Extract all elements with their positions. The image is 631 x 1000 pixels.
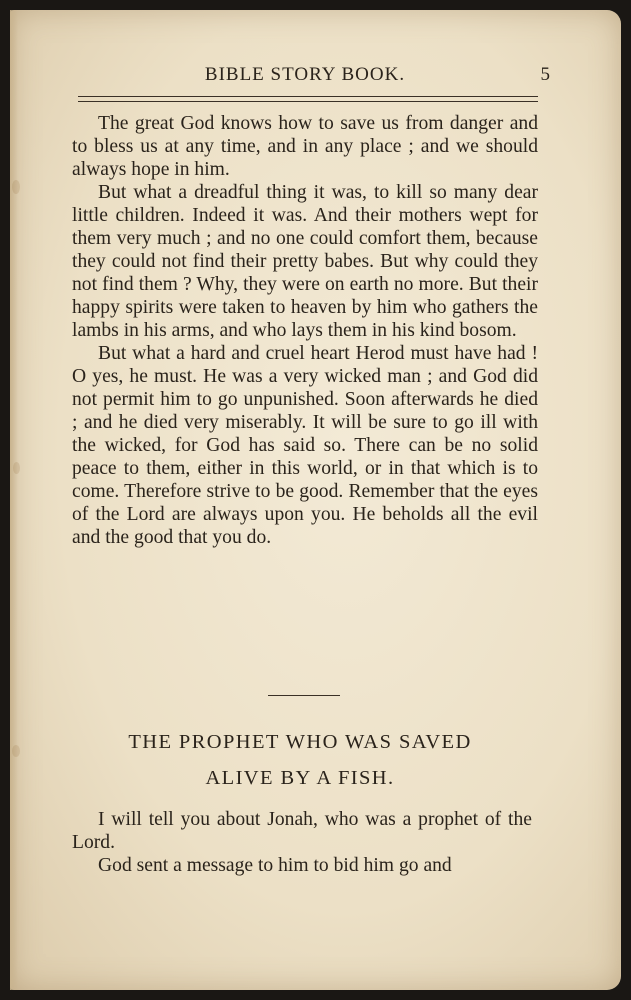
chapter-title xyxy=(60,724,540,796)
body-text xyxy=(72,112,538,549)
paragraph: The great God knows how to save us from danger and to bless us at any time, and in any place ; and we should always hope in him. xyxy=(72,113,538,180)
chapter-body-text xyxy=(72,808,532,877)
paragraph: God sent a message to him to bid him go and xyxy=(98,855,452,876)
paragraph: But what a hard and cruel heart Herod must have had ! O yes, he must. He was a very wicked man ; and God did not permit him to go unpunished. Soon afterwards he died ; and he died very miserably. It will be sure to go ill with the wicked, for God has said so. There can be no solid peace to them, either in this world, or in that which is to come. Therefore strive to be good. Remember that the eyes of the Lord are always upon you. He beholds all the evil and the good that you do. xyxy=(72,343,538,548)
page-number: 5 xyxy=(540,64,550,85)
paragraph: I will tell you about Jonah, who was a prophet of the Lord. xyxy=(72,809,532,853)
running-head: BIBLE STORY BOOK. xyxy=(204,64,406,85)
header-rule xyxy=(78,96,538,102)
page-binding-edge xyxy=(10,10,18,990)
page-header xyxy=(60,60,550,94)
paper-stain xyxy=(12,180,20,194)
paper-stain xyxy=(12,745,20,757)
paper-stain xyxy=(13,462,20,474)
chapter-title-line-1: THE PROPHET WHO WAS SAVED xyxy=(128,731,472,753)
section-divider xyxy=(268,695,340,696)
paragraph: But what a dreadful thing it was, to kill so many dear little children. Indeed it was. And their mothers wept for them very much ; and no one could comfort them, because they could not find their pretty babes. But why could they not find them ? Why, they were on earth no more. But their happy spirits were taken to heaven by him who gathers the lambs in his arms, and who lays them in his kind bosom. xyxy=(72,182,538,341)
chapter-title-line-2: ALIVE BY A FISH. xyxy=(205,767,395,789)
